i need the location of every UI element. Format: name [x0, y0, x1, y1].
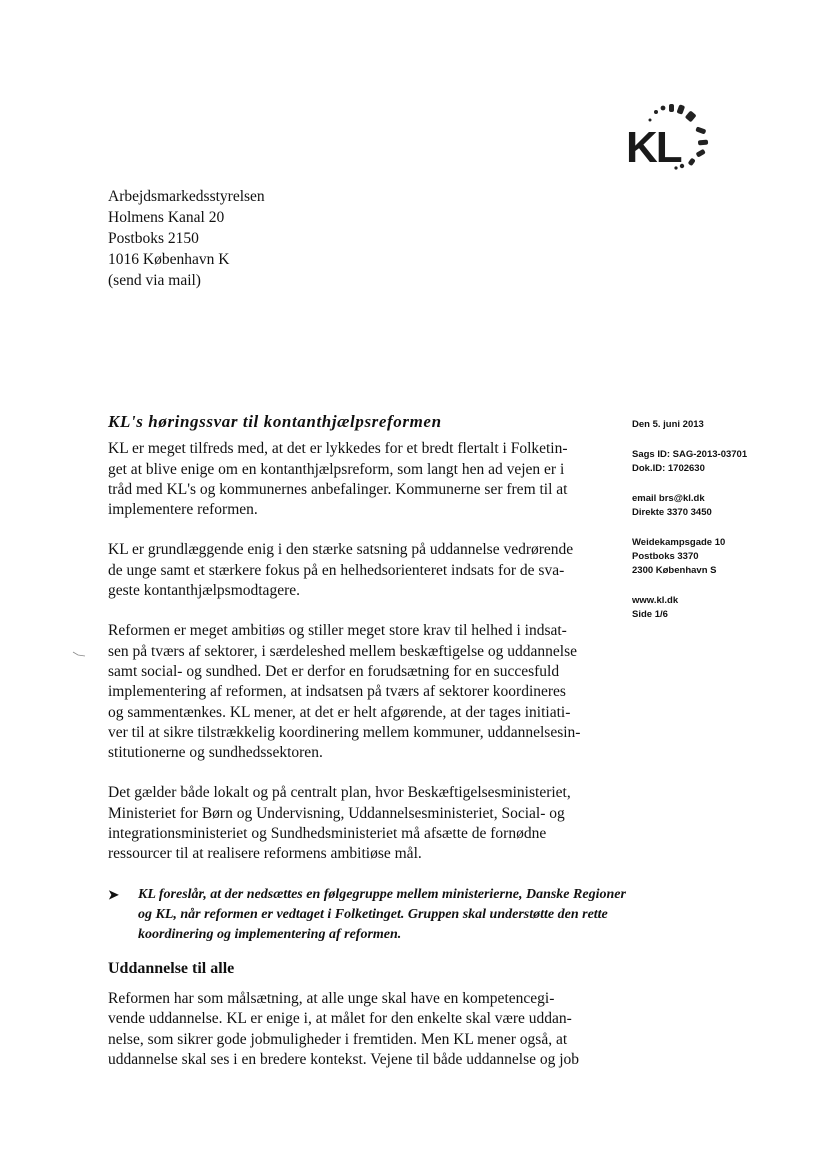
text-line: ressourcer til at realisere reformens ambitiøse mål. [108, 845, 422, 863]
proposal-line: og KL, når reformen er vedtaget i Folketinget. Gruppen skal understøtte den rette [138, 906, 608, 922]
proposal-line: koordinering og implementering af reformen. [138, 926, 402, 942]
text-line: samt social- og sundhed. Det er derfor en forudsætning for en succesfuld [108, 662, 560, 680]
text-line: Det gælder både lokalt og på centralt plan, hvor Beskæftigelsesministeriet, [108, 784, 571, 802]
text-line: KL er meget tilfreds med, at det er lykkedes for et bredt flertalt i Folketin- [108, 440, 568, 458]
email-text: email brs@kl.dk [632, 493, 705, 504]
proposal-bullet [108, 885, 626, 945]
text-line: uddannelse skal ses i en bredere kontekst. Vejene til både uddannelse og job [108, 1050, 580, 1068]
pen-mark-icon [72, 650, 86, 658]
paragraph [108, 621, 608, 763]
direct-phone: Direkte 3370 3450 [632, 507, 712, 518]
sidebar-metadata [632, 418, 812, 638]
text-line: Reformen er meget ambitiøs og stiller meget store krav til helhed i indsat- [108, 622, 567, 640]
recipient-address [108, 186, 265, 291]
text-line: KL er grundlæggende enig i den stærke satsning på uddannelse vedrørende [108, 541, 574, 559]
id-group [632, 448, 812, 476]
text-line: implementere reformen. [108, 501, 258, 519]
kl-logo [616, 98, 726, 188]
section-heading: Uddannelse til alle [108, 959, 235, 977]
text-line: sen på tværs af sektorer, i særdeleshed mellem beskæftigelse og uddannelse [108, 642, 577, 660]
address-line: 1016 København K [108, 251, 230, 268]
paragraph [108, 989, 608, 1070]
text-line: get at blive enige om en kontanthjælpsreform, som langt hen ad vejen er i [108, 460, 565, 478]
address-line: (send via mail) [108, 272, 201, 289]
text-line: Reformen har som målsætning, at alle unge skal have en kompetencegi- [108, 989, 555, 1007]
text-line: tråd med KL's og kommunernes anbefalinger. Kommunerne ser frem til at [108, 480, 568, 498]
text-line: de unge samt et stærkere fokus på en helhedsorienteret indsats for de sva- [108, 561, 565, 579]
text-line: nelse, som sikrer gode jobmuligheder i fremtiden. Men KL mener også, at [108, 1030, 568, 1048]
text-line: og sammentænkes. KL mener, at det er helt afgørende, at der tages initiati- [108, 703, 571, 721]
main-content [108, 412, 626, 1090]
dok-id: Dok.ID: 1702630 [632, 463, 705, 474]
arrow-bullet-icon: ➤ [108, 886, 119, 902]
text-line: stitutionerne og sundhedssektoren. [108, 744, 323, 762]
web-group [632, 594, 812, 622]
city: 2300 København S [632, 565, 717, 576]
text-line: ver til at sikre tilstrækkelig koordinering mellem kommuner, uddannelsesin- [108, 723, 581, 741]
text-line: Ministeriet for Børn og Undervisning, Uddannelsesministeriet, Social- og [108, 804, 565, 822]
text-line: implementering af reformen, at indsatsen på tværs af sektorer koordineres [108, 683, 566, 701]
postbox: Postboks 3370 [632, 551, 699, 562]
street-address: Weidekampsgade 10 [632, 537, 726, 548]
paragraph [108, 783, 608, 864]
kl-logo-text: KL [626, 123, 681, 172]
sender-address-group [632, 536, 812, 578]
paragraph [108, 439, 608, 520]
sags-id: Sags ID: SAG-2013-03701 [632, 449, 748, 460]
contact-group [632, 492, 812, 520]
text-line: geste kontanthjælpsmodtagere. [108, 582, 300, 600]
proposal-line: KL foreslår, at der nedsættes en følgegruppe mellem ministerierne, Danske Regioner [138, 886, 626, 902]
page-number: Side 1/6 [632, 609, 668, 620]
document-date: Den 5. juni 2013 [632, 419, 704, 430]
date-group [632, 418, 812, 432]
website: www.kl.dk [632, 595, 679, 606]
address-line: Arbejdsmarkedsstyrelsen [108, 188, 265, 205]
paragraph [108, 540, 608, 601]
address-line: Holmens Kanal 20 [108, 209, 225, 226]
address-line: Postboks 2150 [108, 230, 199, 247]
text-line: vende uddannelse. KL er enige i, at målet for den enkelte skal være uddan- [108, 1010, 572, 1028]
text-line: integrationsministeriet og Sundhedsministeriet må afsætte de fornødne [108, 825, 547, 843]
document-title: KL's høringssvar til kontanthjælpsreformen [108, 412, 442, 431]
